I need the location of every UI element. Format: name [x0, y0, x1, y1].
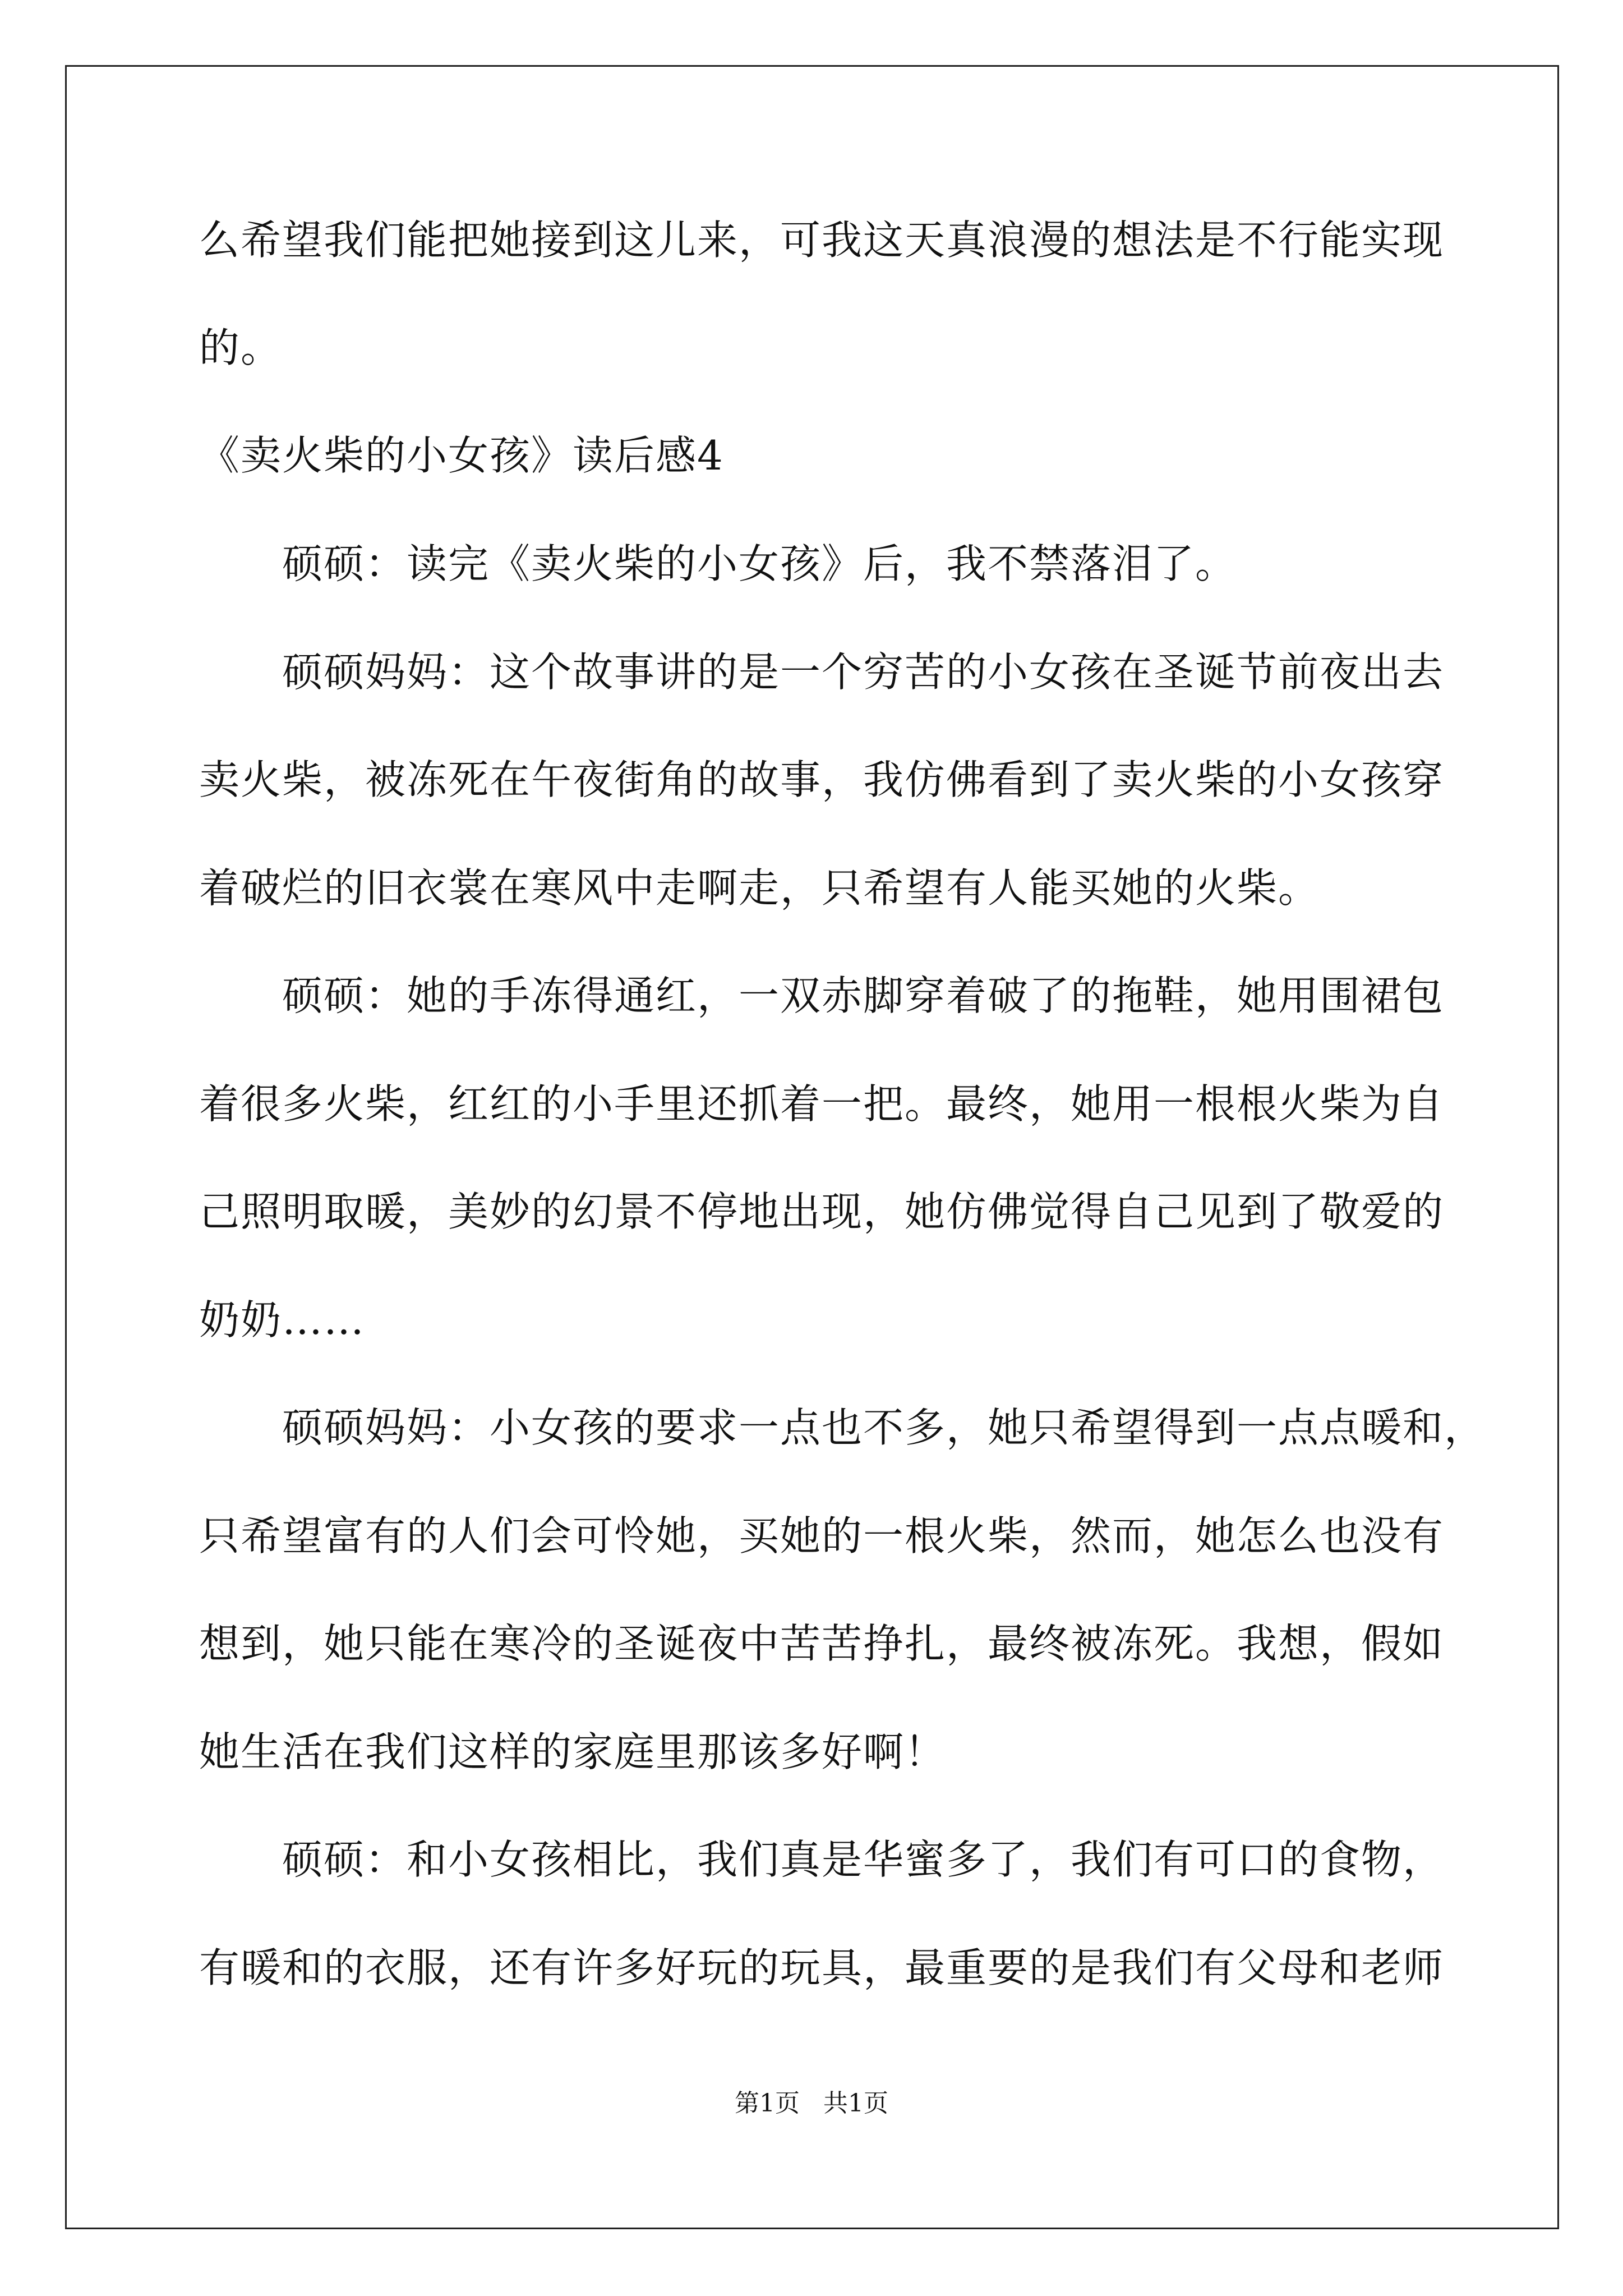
page-footer: 第1页 共1页 [735, 2089, 888, 2118]
page-border [65, 65, 1559, 2229]
text-line: 硕硕妈妈：小女孩的要求一点也不多，她只希望得到一点点暖和， [282, 1404, 1486, 1451]
text-line: 硕硕：她的手冻得通红，一双赤脚穿着破了的拖鞋，她用围裙包 [282, 972, 1445, 1019]
text-line: 想到，她只能在寒冷的圣诞夜中苦苦挣扎，最终被冻死。我想，假如 [199, 1620, 1445, 1667]
text-line: 的。 [199, 324, 283, 371]
text-line: 着破烂的旧衣裳在寒风中走啊走，只希望有人能买她的火柴。 [199, 864, 1320, 912]
text-line: 着很多火柴，红红的小手里还抓着一把。最终，她用一根根火柴为自 [199, 1080, 1445, 1128]
text-line: 她生活在我们这样的家庭里那该多好啊！ [199, 1728, 947, 1775]
text-line: 己照明取暖，美妙的幻景不停地出现，她仿佛觉得自己见到了敬爱的 [199, 1188, 1445, 1235]
text-line: 硕硕：和小女孩相比，我们真是华蜜多了，我们有可口的食物， [282, 1836, 1445, 1883]
text-line: 只希望富有的人们会可怜她，买她的一根火柴，然而，她怎么也没有 [199, 1512, 1445, 1559]
section-heading: 《卖火柴的小女孩》读后感4 [199, 432, 724, 479]
text-line: 奶奶…… [199, 1296, 366, 1343]
text-line: 有暖和的衣服，还有许多好玩的玩具，最重要的是我们有父母和老师 [199, 1944, 1445, 1991]
text-line: 硕硕妈妈：这个故事讲的是一个穷苦的小女孩在圣诞节前夜出去 [282, 648, 1445, 696]
text-line: 硕硕：读完《卖火柴的小女孩》后，我不禁落泪了。 [282, 540, 1237, 587]
text-line: 卖火柴，被冻死在午夜街角的故事，我仿佛看到了卖火柴的小女孩穿 [199, 756, 1445, 803]
text-line: 么希望我们能把她接到这儿来，可我这天真浪漫的想法是不行能实现 [199, 217, 1445, 264]
